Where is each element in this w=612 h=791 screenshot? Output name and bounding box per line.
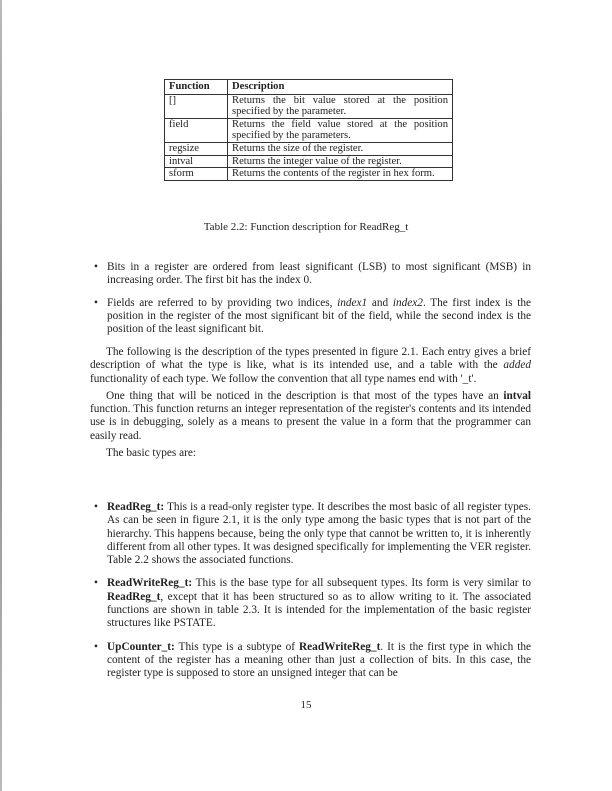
description-cell: Returns the size of the register. (228, 142, 453, 155)
list-item (90, 501, 531, 567)
function-table (164, 79, 453, 181)
table-row (165, 94, 453, 118)
type-reference: ReadReg_t (107, 590, 161, 603)
column-header-function: Function (165, 80, 228, 95)
list-item-text: This is a read-only register type. It describes the most basic of all register types. As can be seen in figure 2.1, it is the only type among the basic types that is not part of the hierarchy. This happens because, being the only type that cannot be written to, it is inherently different from all other types. It was designed specifically for implementing the VER register. Table 2.2 shows the associated functions. (107, 501, 531, 567)
bullet-icon: • (94, 577, 98, 590)
bullet-icon: • (94, 261, 98, 273)
list-item-text: Bits in a register are ordered from least significant (LSB) to most significant (MSB) in increasing order. The first bit has the index 0. (107, 261, 531, 287)
table-header-row (165, 80, 453, 95)
type-reference: ReadWriteReg_t (299, 640, 381, 653)
function-cell: field (165, 118, 228, 142)
function-cell: [] (165, 94, 228, 118)
paragraph: The basic types are: (106, 447, 197, 460)
table-row (165, 155, 453, 168)
paragraph-text: The following is the description of the types presented in figure 2.1. Each entry gives a brief description of what the type is like, what is its intended use, and a table with the (90, 346, 531, 372)
body-text (90, 346, 531, 460)
list-item-text: Fields are referred to by providing two indices, (107, 296, 338, 309)
paragraph (90, 346, 531, 386)
type-name: ReadWriteReg_t: (107, 577, 193, 590)
paragraph-text: function. This function returns an integer representation of the register's contents and its intended use is in debugging, solely as a means to present the value in a form that the programmer can easily read. (90, 403, 531, 442)
list-item (90, 297, 531, 337)
paragraph-text: One thing that will be noticed in the description is that most of the types have an (106, 389, 504, 402)
list-item-text: . The first index is the position in the register of the most significant bit of the field, while the second index is the position of the least significant bit. (107, 296, 531, 336)
list-item-text: . It is the first type in which the content of the register has a meaning other than just a collection of bits. In this case, the register type is supposed to store an unsigned integer that can be (107, 640, 532, 680)
list-item-text: , except that it has been structured so as to allow writing to it. The associated functions are shown in table 2.3. It is intended for the implementation of the basic register structures like PSTATE. (107, 590, 531, 630)
list-item (90, 641, 531, 681)
table-row (165, 118, 453, 142)
function-cell: sform (165, 168, 228, 181)
rules-list (90, 261, 531, 336)
emphasis: index2 (392, 296, 423, 309)
description-cell: Returns the integer value of the register. (228, 155, 453, 168)
description-cell: Returns the contents of the register in hex form. (228, 168, 453, 181)
list-item (90, 577, 531, 630)
table-row (165, 142, 453, 155)
bullet-icon: • (94, 296, 98, 309)
paragraph-text: functionality of each type. We follow the convention that all type names end with '_t'. (90, 372, 477, 385)
paragraph (90, 390, 531, 443)
list-item (90, 261, 531, 288)
list-item-text: and (367, 296, 393, 309)
emphasis: index1 (337, 296, 368, 309)
bold-term: intval (503, 389, 531, 402)
type-name: ReadReg_t: (107, 501, 165, 513)
table-row (165, 168, 453, 181)
scan-edge (0, 0, 2, 791)
bullet-icon: • (94, 501, 98, 513)
bullet-icon: • (94, 640, 98, 653)
function-cell: intval (165, 155, 228, 168)
function-cell: regsize (165, 142, 228, 155)
description-cell: Returns the field value stored at the position specified by the parameters. (228, 118, 453, 142)
type-name: UpCounter_t: (107, 640, 175, 653)
emphasis: added (503, 359, 531, 372)
description-cell: Returns the bit value stored at the position specified by the parameter. (228, 94, 453, 118)
list-item-text: This type is a subtype of (174, 640, 299, 653)
types-list (90, 501, 531, 681)
column-header-description: Description (228, 80, 453, 95)
page-number: 15 (300, 699, 312, 711)
list-item-text: This is the base type for all subsequent types. Its form is very similar to (192, 577, 531, 590)
table-caption: Table 2.2: Function description for ReadReg_t (203, 221, 409, 233)
